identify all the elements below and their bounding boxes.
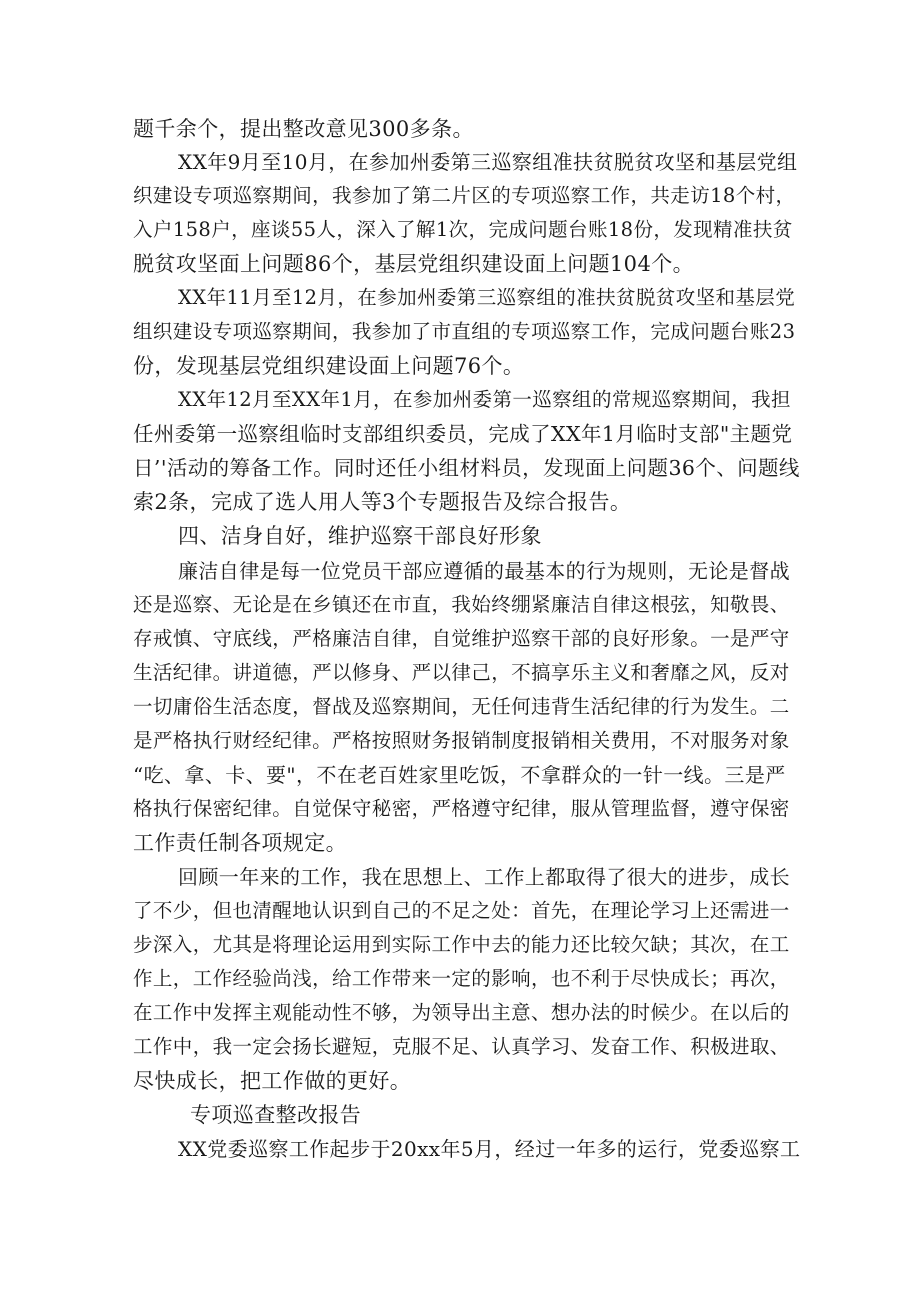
text-line: 一切庸俗生活态度，督战及巡察期间，无任何违背生活纪律的行为发生。二 bbox=[133, 695, 790, 718]
text-line: 任州委第一巡察组临时支部组织委员，完成了XX年1月临时支部"主题党 bbox=[133, 422, 793, 446]
text-line: 织建设专项巡察期间，我参加了第二片区的专项巡察工作，共走访18个村， bbox=[133, 184, 796, 207]
text-line: 格执行保密纪律。自觉保守秘密，严格遵守纪律，服从管理监督，遵守保密 bbox=[133, 797, 790, 820]
text-line: 作上，工作经验尚浅，给工作带来一定的影响，也不利于尽快成长；再次， bbox=[133, 967, 790, 990]
text-line: 工作责任制各项规定。 bbox=[133, 831, 347, 855]
report-title: 专项巡查整改报告 bbox=[190, 1103, 362, 1127]
text-line: XX年9月至10月，在参加州委第三巡察组准扶贫脱贫攻坚和基层党组 bbox=[178, 150, 798, 174]
text-line: 索2条，完成了选人用人等3个专题报告及综合报告。 bbox=[133, 490, 632, 514]
text-line: 日’'活动的筹备工作。同时还任小组材料员，发现面上问题36个、问题线 bbox=[133, 456, 800, 480]
text-line: 题千余个，提出整改意见300多条。 bbox=[133, 117, 474, 141]
text-line: 组织建设专项巡察期间，我参加了市直组的专项巡察工作，完成问题台账23 bbox=[133, 320, 796, 343]
text-line: 存戒慎、守底线，严格廉洁自律，自觉维护巡察干部的良好形象。一是严守 bbox=[133, 627, 790, 650]
text-line: 步深入，尤其是将理论运用到实际工作中去的能力还比较欠缺；其次，在工 bbox=[133, 933, 790, 956]
text-line: 生活纪律。讲道德，严以修身、严以律己，不搞享乐主义和奢靡之风，反对 bbox=[133, 661, 790, 684]
text-line: 廉洁自律是每一位党员干部应遵循的最基本的行为规则，无论是督战 bbox=[178, 559, 790, 583]
text-line: 份，发现基层党组织建设面上问题76个。 bbox=[133, 354, 525, 378]
text-line: 是严格执行财经纪律。严格按照财务报销制度报销相关费用，不对服务对象 bbox=[133, 729, 790, 752]
text-line: 了不少，但也清醒地认识到自己的不足之处：首先，在理论学习上还需进一 bbox=[133, 899, 790, 922]
text-line: XX党委巡察工作起步于20xx年5月，经过一年多的运行，党委巡察工 bbox=[178, 1137, 801, 1161]
text-line: 还是巡察、无论是在乡镇还在市直，我始终绷紧廉洁自律这根弦，知敬畏、 bbox=[133, 593, 790, 616]
text-line: XX年11月至12月，在参加州委第三巡察组的准扶贫脱贫攻坚和基层党 bbox=[178, 286, 796, 309]
text-line: 入户158户，座谈55人，深入了解1次，完成问题台账18份，发现精准扶贫 bbox=[133, 218, 793, 241]
text-line: 在工作中发挥主观能动性不够，为领导出主意、想办法的时候少。在以后的 bbox=[133, 1001, 790, 1024]
text-line: “吃、拿、卡、要"，不在老百姓家里吃饭，不拿群众的一针一线。三是严 bbox=[133, 763, 786, 787]
text-line: 尽快成长，把工作做的更好。 bbox=[133, 1069, 412, 1093]
section-heading: 四、洁身自好，维护巡察干部良好形象 bbox=[178, 524, 542, 548]
text-line: 脱贫攻坚面上问题86个，基层党组织建设面上问题104个。 bbox=[133, 252, 695, 276]
text-line: XX年12月至XX年1月，在参加州委第一巡察组的常规巡察期间，我担 bbox=[178, 388, 791, 411]
text-line: 工作中，我一定会扬长避短，克服不足、认真学习、发奋工作、积极进取、 bbox=[133, 1035, 790, 1058]
text-line: 回顾一年来的工作，我在思想上、工作上都取得了很大的进步，成长 bbox=[178, 865, 790, 889]
